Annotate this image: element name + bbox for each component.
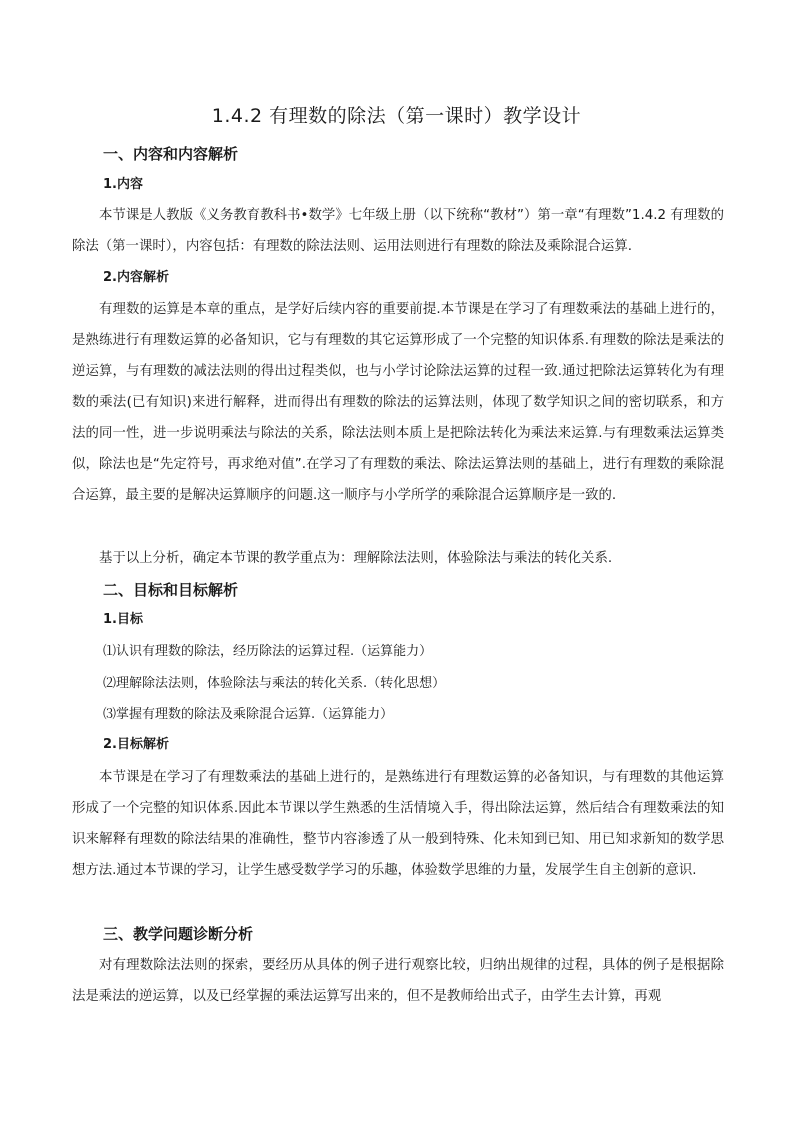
goal-item-2: ⑵理解除法法则，体验除法与乘法的转化关系.（转化思想） [103, 676, 446, 691]
goal-item-1: ⑴认识有理数的除法，经历除法的运算过程.（运算能力） [103, 644, 433, 659]
section-3-paragraph: 对有理数除法法则的探索，要经历从具体的例子进行观察比较，归纳出规律的过程，具体的例子是根据除法是乘法的逆运算，以及已经掌握的乘法运算写出来的，但不是教师给出式子，由学生去计算，再观 [72, 958, 724, 1004]
document-title: 1.4.2 有理数的除法（第一课时）教学设计 [211, 105, 582, 127]
section-1-sub-2-heading: 2.内容解析 [103, 270, 169, 285]
section-1-focus-paragraph: 基于以上分析，确定本节课的教学重点为：理解除法法则，体验除法与乘法的转化关系. [99, 551, 613, 566]
section-2-heading: 二、目标和目标解析 [103, 581, 239, 599]
section-2-sub-2-heading: 2.目标解析 [103, 737, 169, 752]
section-2-sub-1-heading: 1.目标 [103, 612, 143, 627]
section-1-heading: 一、内容和内容解析 [103, 145, 239, 163]
section-3-heading: 三、教学问题诊断分析 [103, 925, 254, 943]
section-2-analysis-paragraph: 本节课是在学习了有理数乘法的基础上进行的，是熟练进行有理数运算的必备知识，与有理数的其他运算形成了一个完整的知识体系.因此本节课以学生熟悉的生活情境入手，得出除法运算，然后结合有理数乘法的知识来解释有理数的除法结果的准确性，整节内容渗透了从一般到特殊、化未知到已知、用已知求新知的数学思想方法.通过本节课的学习，让学生感受数学学习的乐趣，体验数学思维的力量，发展学生自主创新的意识. [72, 770, 724, 878]
section-1-analysis-paragraph: 有理数的运算是本章的重点，是学好后续内容的重要前提.本节课是在学习了有理数乘法的基础上进行的，是熟练进行有理数运算的必备知识，它与有理数的其它运算形成了一个完整的知识体系.有理数的除法是乘法的逆运算，与有理数的减法法则的得出过程类似，也与小学讨论除法运算的过程一致.通过把除法运算转化为有理数的乘法(已有知识)来进行解释，进而得出有理数的除法的运算法则，体现了数学知识之间的密切联系，和方法的同一性，进一步说明乘法与除法的关系，除法法则本质上是把除法转化为乘法来运算.与有理数乘法运算类似，除法也是“先定符号，再求绝对值”.在学习了有理数的乘法、除法运算法则的基础上，进行有理数的乘除混合运算，最主要的是解决运算顺序的问题.这一顺序与小学所学的乘除混合运算顺序是一致的. [72, 302, 724, 503]
section-1-sub-1-heading: 1.内容 [103, 177, 143, 192]
goal-item-3: ⑶掌握有理数的除法及乘除混合运算.（运算能力） [103, 707, 394, 722]
section-1-content-paragraph: 本节课是人教版《义务教育教科书•数学》七年级上册（以下统称“教材”）第一章“有理数”1.4.2 有理数的除法（第一课时），内容包括：有理数的除法法则、运用法则进行有理数的除法及乘除混合运算. [72, 208, 724, 254]
